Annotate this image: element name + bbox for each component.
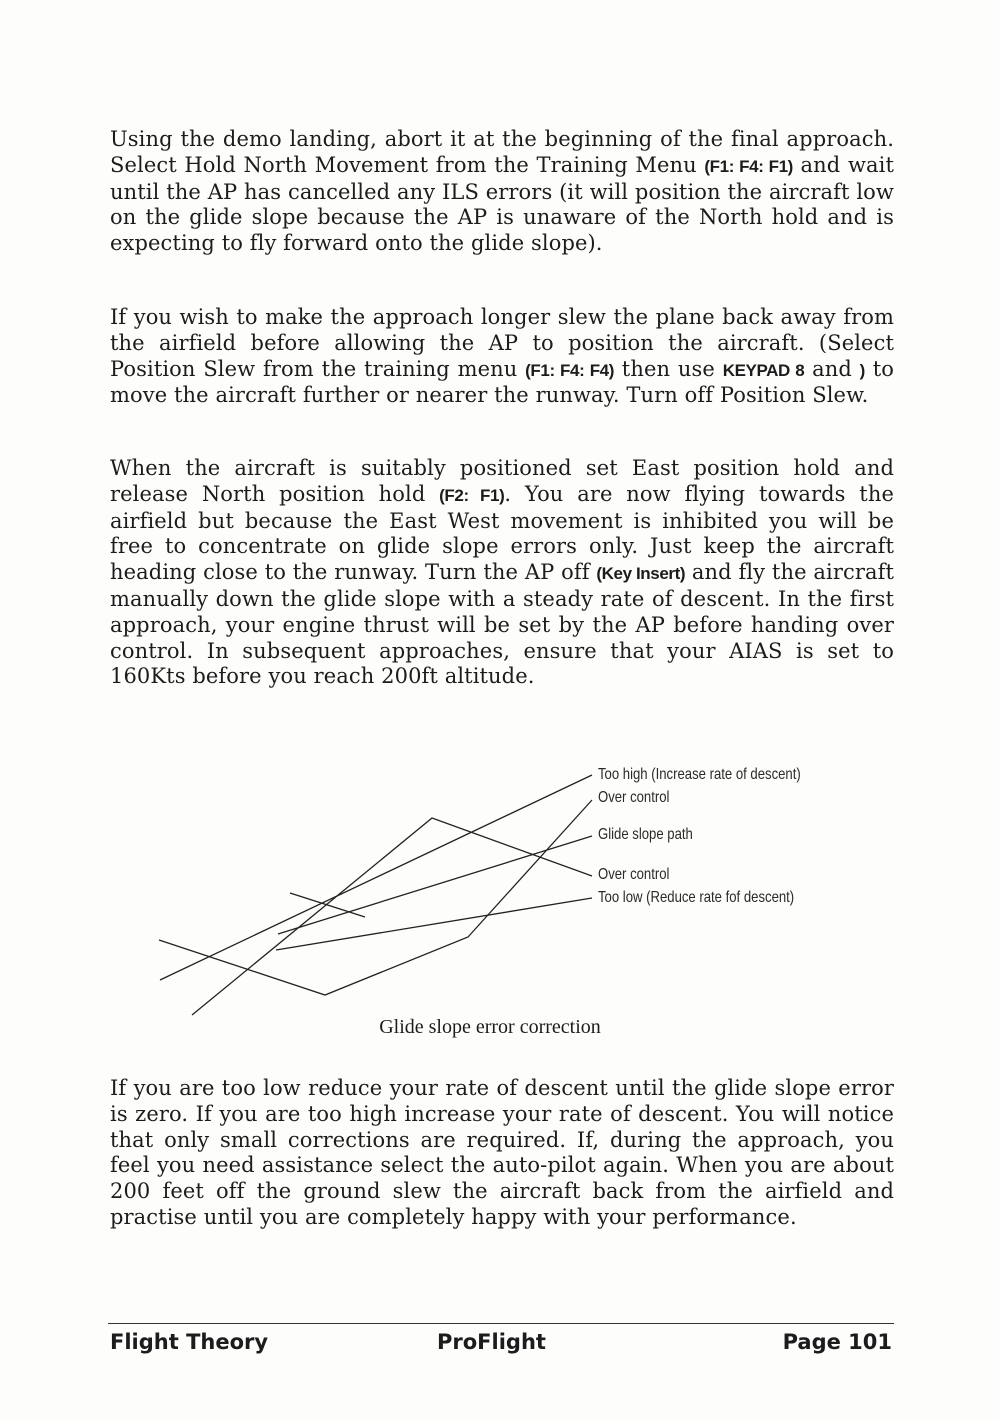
over-control-top-line [192, 818, 592, 1015]
paragraph-4: If you are too low reduce your rate of descent until the glide slope error is zero. If you are too high increase your rate of descent. You will notice that only small corrections are required. If, during the approach, you feel you need assistance select the auto-pilot again. When you are about 200 feet off the ground slew the aircraft back from the airfield and practise until you are completely happy with your performance. [110, 1076, 894, 1229]
label-over-control-bottom: Over control [598, 866, 670, 883]
footer-section-title: Flight Theory [110, 1330, 269, 1354]
key-sequence-f1-f4-f4: (F1: F4: F4) [525, 360, 614, 380]
label-glide-slope-path: Glide slope path [598, 826, 693, 843]
diagram-caption: Glide slope error correction [379, 1016, 601, 1038]
paragraph-2-text-b: then use [614, 356, 723, 381]
paragraph-2-text-d: to move the aircraft further or nearer the runway. Turn off Position Slew. [110, 356, 895, 408]
label-too-low: Too low (Reduce rate fof descent) [598, 889, 795, 906]
paragraph-3-text-b: . You are now flying towards the airfield but because the East West movement is inhibited you will be free to concentrate on glide slope errors only. Just keep the aircraft heading close to the runway. Turn the AP off [110, 481, 894, 585]
key-sequence-f2-f1: (F2: F1) [439, 485, 505, 505]
paragraph-3-text-a: When the aircraft is suitably positioned set East position hold and release North position hold [110, 456, 894, 506]
footer-rule [108, 1323, 894, 1324]
too-low-line [276, 898, 592, 950]
label-too-high: Too high (Increase rate of descent) [598, 766, 801, 783]
key-keypad-8: KEYPAD 8 [722, 360, 805, 380]
paragraph-3-text-c: and fly the aircraft manually down the glide slope with a steady rate of descent. In the first approach, your engine thrust will be set by the AP before handing over control. In subsequent approaches, ensure that your AIAS is set to 160Kts before you reach 200ft altitude. [110, 560, 895, 689]
over-control-bottom-line [159, 800, 592, 995]
footer-page-number: Page 101 [782, 1330, 892, 1354]
too-high-line [160, 775, 592, 980]
key-sequence-f1-f4-f1: (F1: F4: F1) [704, 156, 793, 176]
footer-product-name: ProFlight [437, 1330, 546, 1354]
paragraph-1-text-b: and wait until the AP has cancelled any ILS errors (it will position the aircraft low on the glide slope because the AP is unaware of the North hold and is expecting to fly forward onto the glide slope). [110, 152, 894, 256]
key-paren: ) [859, 360, 865, 380]
label-over-control-top: Over control [598, 789, 670, 806]
glide-slope-path-line [278, 836, 592, 934]
paragraph-2-text-a: If you wish to make the approach longer slew the plane back away from the airfield before allowing the AP to position the aircraft. (Select Position Slew from the training menu [110, 305, 894, 381]
key-insert: (Key Insert) [596, 564, 686, 584]
paragraph-1-text-a: Using the demo landing, abort it at the beginning of the final approach. Select Hold North Movement from the Training Menu [110, 127, 894, 177]
paragraph-2-text-c: and [804, 356, 860, 381]
